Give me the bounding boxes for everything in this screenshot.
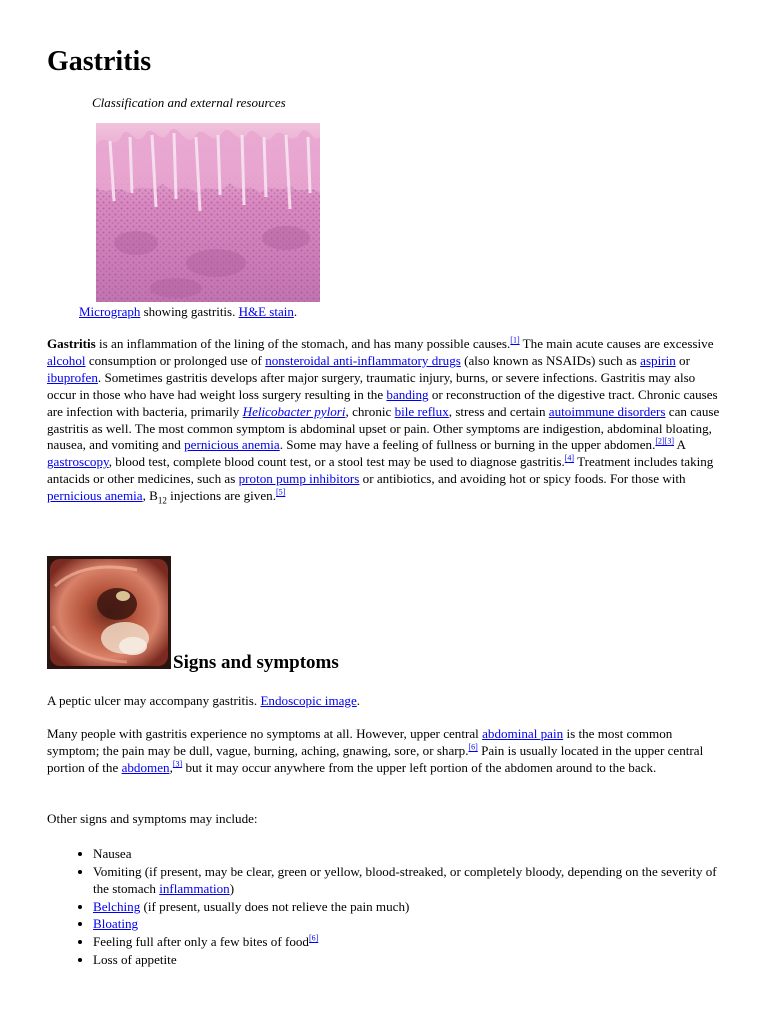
caption-period: . (293, 304, 298, 319)
list-item-text: Vomiting (if present, may be clear, green or yellow, blood-streaked, or completely bloody, depending on the severity of the stomach (93, 863, 717, 897)
autoimmune-disorders-link[interactable]: autoimmune disorders (548, 403, 666, 419)
intro-text: or reconstruction of the digestive tract. Chronic causes are infection with bacteria, primarily (47, 386, 718, 419)
caption-text: showing gastritis. (140, 304, 239, 319)
body-text: is the most common symptom; the pain may be dull, vague, burning, aching, gnawing, sore, or sharp. (47, 726, 673, 758)
citation-6[interactable]: [6] (308, 933, 319, 943)
intro-text: (also known as NSAIDs) such as (460, 352, 641, 368)
intro-text: The main acute causes are excessive (519, 336, 714, 351)
intro-text: or (675, 352, 690, 368)
section-heading-signs: Signs and symptoms (173, 652, 339, 673)
list-item-text: ) (229, 881, 235, 897)
intro-text: , stress and certain (448, 403, 549, 419)
ibuprofen-link[interactable]: ibuprofen (47, 369, 98, 385)
pernicious-anemia-link[interactable]: pernicious anemia (47, 488, 143, 504)
intro-text: consumption or prolonged use of (85, 352, 266, 368)
endoscopic-image-link[interactable]: Endoscopic image (260, 693, 357, 708)
pernicious-anemia-link[interactable]: pernicious anemia (184, 437, 280, 453)
endoscopic-caption (47, 692, 360, 709)
intro-text: Treatment includes taking antacids or other medicines, such as (47, 454, 714, 487)
abdomen-link[interactable]: abdomen (121, 759, 170, 775)
gastroscopy-link[interactable]: gastroscopy (47, 454, 109, 470)
belching-link[interactable]: Belching (93, 898, 141, 914)
citation-1[interactable]: [1] (510, 335, 520, 345)
body-text: but it may occur anywhere from the upper left portion of the abdomen around to the back. (182, 759, 657, 775)
body-text: , (169, 759, 173, 775)
list-item: • Loss of appetite (93, 951, 733, 969)
bloating-link[interactable]: Bloating (93, 916, 139, 932)
citation-4[interactable]: [4] (564, 453, 575, 463)
list-item (93, 933, 733, 951)
intro-text: is an inflammation of the lining of the stomach, and has many possible causes. (95, 336, 511, 351)
alcohol-link[interactable]: alcohol (47, 352, 86, 368)
helicobacter-pylori-link[interactable]: Helicobacter pylori (242, 403, 346, 419)
nsaid-link[interactable]: nonsteroidal anti-inflammatory drugs (265, 352, 461, 368)
list-item (93, 915, 733, 933)
term-gastritis: Gastritis (47, 336, 96, 351)
abdominal-pain-link[interactable]: abdominal pain (482, 726, 564, 741)
micrograph-link[interactable]: Micrograph (79, 304, 141, 319)
banding-link[interactable]: banding (386, 386, 429, 402)
citation-6[interactable]: [6] (468, 742, 478, 752)
intro-text: , blood test, complete blood count test, or a stool test may be used to diagnose gastritis. (108, 454, 565, 470)
intro-paragraph (47, 336, 723, 505)
symptoms-list (47, 845, 733, 968)
list-item-text: Feeling full after only a few bites of food (93, 933, 309, 949)
body-text: Many people with gastritis experience no symptoms at all. However, upper central (47, 726, 483, 741)
proton-pump-inhibitors-link[interactable]: proton pump inhibitors (238, 471, 360, 487)
intro-text: or antibiotics, and avoiding hot or spicy foods. For those with (359, 471, 686, 487)
endoscopic-image (47, 556, 171, 669)
citation-2-3[interactable]: [2][3] (655, 437, 674, 447)
list-item (93, 898, 733, 916)
infobox-caption: Classification and external resources (92, 95, 286, 110)
intro-text: . Some may have a feeling of fullness or burning in the upper abdomen. (279, 437, 656, 453)
he-stain-link[interactable]: H&E stain (238, 304, 294, 319)
citation-3[interactable]: [3] (172, 759, 183, 769)
citation-5[interactable]: [5] (276, 487, 286, 497)
intro-text: , B (142, 488, 158, 504)
intro-text: injections are given. (166, 488, 276, 504)
caption-text: A peptic ulcer may accompany gastritis. (47, 693, 261, 708)
article-title: Gastritis (47, 46, 152, 77)
intro-text: A (674, 437, 686, 453)
list-item: • Nausea (93, 845, 733, 863)
inflammation-link[interactable]: inflammation (159, 881, 230, 897)
aspirin-link[interactable]: aspirin (640, 352, 676, 368)
micrograph-image (96, 123, 320, 302)
bile-reflux-link[interactable]: bile reflux (394, 403, 449, 419)
body-text: Pain is usually located in the upper central portion of the (47, 742, 704, 775)
intro-text: . Sometimes gastritis develops after major surgery, traumatic injury, burns, or severe infections. Gastritis may also occur in those who have had weight loss surgery resulting in the (47, 369, 696, 402)
caption-period: . (356, 693, 361, 708)
intro-text: , chronic (345, 403, 395, 419)
subscript-12: 12 (157, 495, 167, 506)
symptoms-paragraph (47, 726, 723, 777)
micrograph-caption (79, 303, 297, 320)
intro-text: can cause gastritis as well. The most common symptom is abdominal upset or pain. Other symptoms are indigestion, abdominal bloating, nausea, and vomiting and (47, 403, 720, 453)
list-item-text: (if present, usually does not relieve the pain much) (140, 898, 410, 914)
other-signs-intro: Other signs and symptoms may include: (47, 811, 258, 826)
list-item (93, 863, 733, 898)
